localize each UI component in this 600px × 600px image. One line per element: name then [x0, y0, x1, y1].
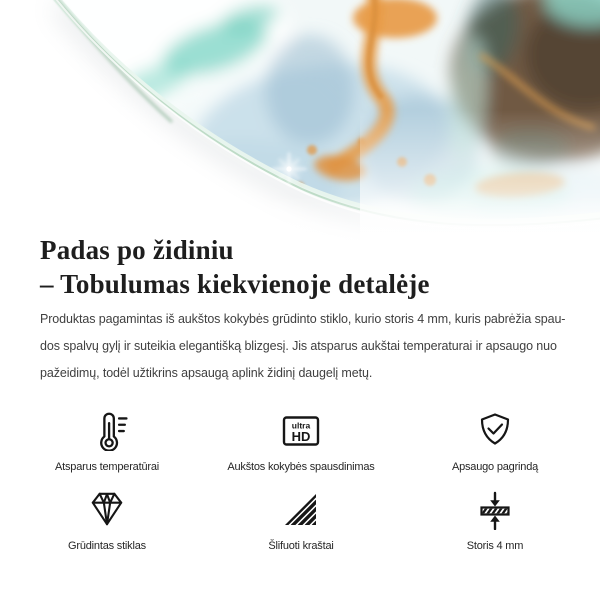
product-description — [40, 306, 565, 387]
feature-thickness — [398, 478, 592, 553]
feature-label: Atsparus temperatūrai — [54, 461, 160, 473]
ultra-hd-icon — [279, 411, 323, 451]
feature-label: Grūdintas stiklas — [68, 540, 146, 552]
feature-print-quality — [204, 399, 398, 474]
thermometer-icon — [86, 409, 128, 451]
marble-glass-illustration — [0, 0, 600, 240]
thickness-icon — [475, 490, 515, 530]
feature-label: Aukštos kokybės spausdinimas — [227, 461, 375, 473]
feature-temperature — [10, 399, 204, 474]
feature-protects-base — [398, 399, 592, 474]
description-line: dos spalvų gylį ir suteikia elegantišką blizgesį. Jis atsparus aukštai temperaturai ir apsaugo nuo — [40, 339, 557, 353]
ultra-hd-text-bottom: HD — [291, 429, 311, 444]
ultra-hd-text-top: ultra — [291, 420, 311, 431]
feature-label: Apsaugo pagrindą — [451, 461, 539, 473]
feature-polished-edges — [204, 478, 398, 553]
feature-grid — [10, 399, 592, 553]
hero-product-photo — [0, 0, 600, 240]
page-title-line1: Padas po židiniu — [40, 235, 234, 265]
feature-tempered-glass — [10, 478, 204, 553]
shield-check-icon — [475, 411, 515, 451]
feature-label: Šlifuoti kraštai — [268, 540, 334, 552]
description-line: pažeidimų, todėl užtikrins apsaugą aplink židinį daugelį metų. — [40, 366, 373, 380]
polished-edges-icon — [281, 490, 321, 530]
diamond-icon — [86, 488, 128, 530]
feature-label: Storis 4 mm — [466, 540, 524, 552]
description-line: Produktas pagamintas iš aukštos kokybės grūdinto stiklo, kurio storis 4 mm, kuris pabrėžia spau- — [40, 312, 566, 326]
page-title — [40, 233, 430, 301]
page-title-line2: – Tobulumas kiekvienoje detalėje — [40, 269, 430, 299]
